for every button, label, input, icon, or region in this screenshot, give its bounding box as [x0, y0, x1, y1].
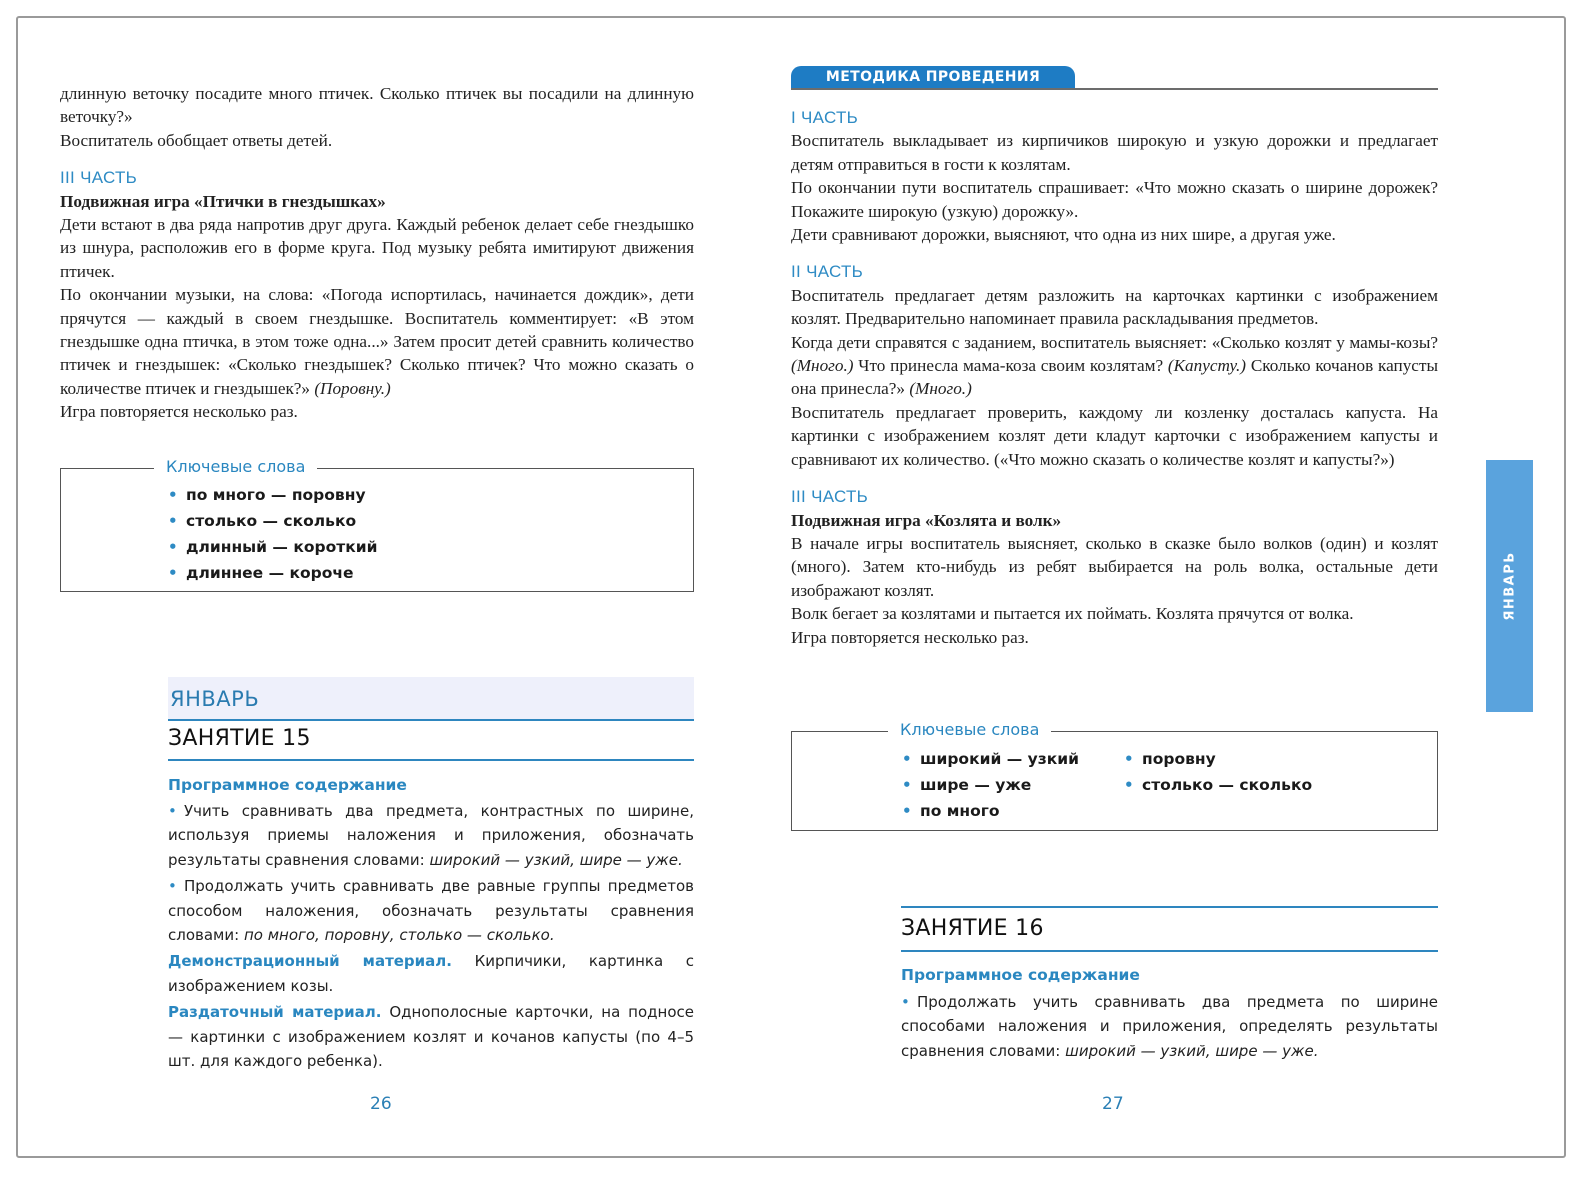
- month-side-tab: ЯНВАРЬ: [1486, 460, 1533, 712]
- header-rule: [791, 88, 1438, 90]
- part-1-paragraph-2: По окончании пути воспитатель спрашивает: «Что можно сказать о ширине дорожек? Покажите широкую (узкую) дорожку».: [791, 178, 1438, 221]
- keywords-list-left: [168, 482, 377, 586]
- keyword-item: • поровну: [1124, 746, 1312, 772]
- program-content-heading: Программное содержание: [168, 776, 407, 794]
- right-page-body: [791, 106, 1438, 649]
- bullet-icon: •: [902, 802, 912, 820]
- bullet-icon: •: [902, 776, 912, 794]
- keywords-title-left: Ключевые слова: [154, 457, 317, 476]
- part-2-heading: II ЧАСТЬ: [791, 262, 864, 282]
- bullet-icon: •: [902, 750, 912, 768]
- part-3-heading-right: III ЧАСТЬ: [791, 487, 869, 507]
- program-bullet-2: • Продолжать учить сравнивать две равные группы предметов способом наложения, обозначать результаты сравнения словами: по много, поровну, столько — сколько.: [168, 874, 694, 947]
- part-2-paragraph-3: Воспитатель предлагает проверить, каждому ли козленку досталась капуста. На картинки с изображением козлят дети кладут карточки с изображением капусты и сравнивают их количество. («Что можно сказать о количестве козлят и капусты?»): [791, 402, 1438, 469]
- book-spread: [16, 16, 1566, 1158]
- bullet-icon: •: [168, 802, 177, 820]
- bullet-icon: •: [168, 486, 178, 504]
- bullet-icon: •: [168, 877, 177, 896]
- bullet-icon: •: [168, 564, 178, 582]
- keywords-list-right-col2: [1124, 746, 1312, 798]
- bullet-icon: •: [1124, 776, 1134, 794]
- program-bullet-1: • Учить сравнивать два предмета, контрастных по ширине, используя приемы наложения и приложения, обозначать результаты сравнения словами: широкий — узкий, шире — уже.: [168, 799, 694, 872]
- part-1-paragraph-1: Воспитатель выкладывает из кирпичиков широкую и узкую дорожки и предлагает детям отправиться в гости к козлятам.: [791, 131, 1438, 174]
- game-title: Подвижная игра «Птички в гнездышках»: [60, 191, 386, 211]
- handout-material: Раздаточный материал. Однополосные карточки, на подносе — картинки с изображением козлят и кочанов капусты (по 4–5 шт. для каждого ребенка).: [168, 1003, 694, 1071]
- lesson-title-rule: [168, 759, 694, 761]
- part-2-paragraph-1: Воспитатель предлагает детям разложить на карточках картинки с изображением козлят. Предварительно напоминает правила раскладывания предметов.: [791, 285, 1438, 329]
- part-3-paragraph-2: Волк бегает за козлятами и пытается их поймать. Козлята прячутся от волка.: [791, 604, 1354, 624]
- keyword-item: • длинный — короткий: [168, 534, 377, 560]
- bullet-icon: •: [901, 993, 910, 1011]
- lesson-15-content: [168, 799, 694, 1073]
- keyword-item: • длиннее — короче: [168, 560, 377, 586]
- game-paragraph-3: Игра повторяется несколько раз.: [60, 402, 298, 422]
- left-page-body: [60, 82, 694, 424]
- part-3-paragraph-1: В начале игры воспитатель выясняет, сколько в сказке было волков (один) и козлят (много). Затем кто-нибудь из ребят выбирается на роль волка, остальные дети изображают козлят.: [791, 533, 1438, 600]
- page-number-left: 26: [370, 1094, 392, 1114]
- keywords-title-right: Ключевые слова: [888, 720, 1051, 739]
- page-number-right: 27: [1102, 1094, 1124, 1114]
- game-paragraph-2: По окончании музыки, на слова: «Погода испортилась, начинается дождик», дети прячутся — каждый в своем гнездышке. Воспитатель комментирует: «В этом гнездышке одна птичка, в этом тоже одна...» Затем просит детей сравнить количество птичек и гнездышек: «Сколько гнездышек? Сколько птичек? Что можно сказать о количестве птичек и гнездышек?» (Поровну.): [60, 285, 694, 398]
- methodology-header-tab: МЕТОДИКА ПРОВЕДЕНИЯ: [791, 66, 1075, 90]
- part-1-heading: I ЧАСТЬ: [791, 108, 859, 127]
- lesson-15-title: ЗАНЯТИЕ 15: [168, 726, 311, 751]
- game-title-right: Подвижная игра «Козлята и волк»: [791, 510, 1062, 530]
- bullet-icon: •: [1124, 750, 1134, 768]
- bullet-icon: •: [168, 512, 178, 530]
- program-content-heading-right: Программное содержание: [901, 966, 1140, 984]
- keyword-item: • широкий — узкий: [902, 746, 1079, 772]
- lesson-16-content: [901, 990, 1438, 1063]
- part-3-heading: III ЧАСТЬ: [60, 168, 138, 188]
- keyword-item: • шире — уже: [902, 772, 1079, 798]
- game-paragraph-1: Дети встают в два ряда напротив друг друга. Каждый ребенок делает себе гнездышко из шнура, расположив его в форме круга. Под музыку ребята имитируют движения птичек.: [60, 215, 694, 281]
- bullet-icon: •: [168, 538, 178, 556]
- continuation-paragraph: длинную веточку посадите много птичек. Сколько птичек вы посадили на длинную веточку?»: [60, 84, 694, 127]
- part-3-paragraph-3: Игра повторяется несколько раз.: [791, 627, 1029, 647]
- keywords-list-right-col1: [902, 746, 1079, 824]
- month-banner: ЯНВАРЬ: [168, 677, 694, 721]
- keyword-item: • по много — поровну: [168, 482, 377, 508]
- lesson-16-top-rule: [901, 906, 1438, 908]
- lesson-16-title: ЗАНЯТИЕ 16: [901, 916, 1044, 941]
- lesson-16-title-rule: [901, 950, 1438, 952]
- keyword-item: • столько — сколько: [1124, 772, 1312, 798]
- keywords-box-right: [791, 731, 1438, 831]
- keyword-item: • столько — сколько: [168, 508, 377, 534]
- demo-material: Демонстрационный материал. Кирпичики, картинка с изображением козы.: [168, 952, 694, 995]
- program-bullet-1-right: • Продолжать учить сравнивать два предмета по ширине способами наложения и приложения, определять результаты сравнения словами: широкий — узкий, шире — уже.: [901, 990, 1438, 1063]
- part-2-paragraph-2: Когда дети справятся с заданием, воспитатель выясняет: «Сколько козлят у мамы-козы? (Много.) Что принесла мама-коза своим козлятам? (Капусту.) Сколько кочанов капусты она принесла?» (Много.): [791, 332, 1438, 399]
- part-1-paragraph-3: Дети сравнивают дорожки, выясняют, что одна из них шире, а другая уже.: [791, 225, 1336, 245]
- keyword-item: • по много: [902, 798, 1079, 824]
- summary-paragraph: Воспитатель обобщает ответы детей.: [60, 130, 333, 150]
